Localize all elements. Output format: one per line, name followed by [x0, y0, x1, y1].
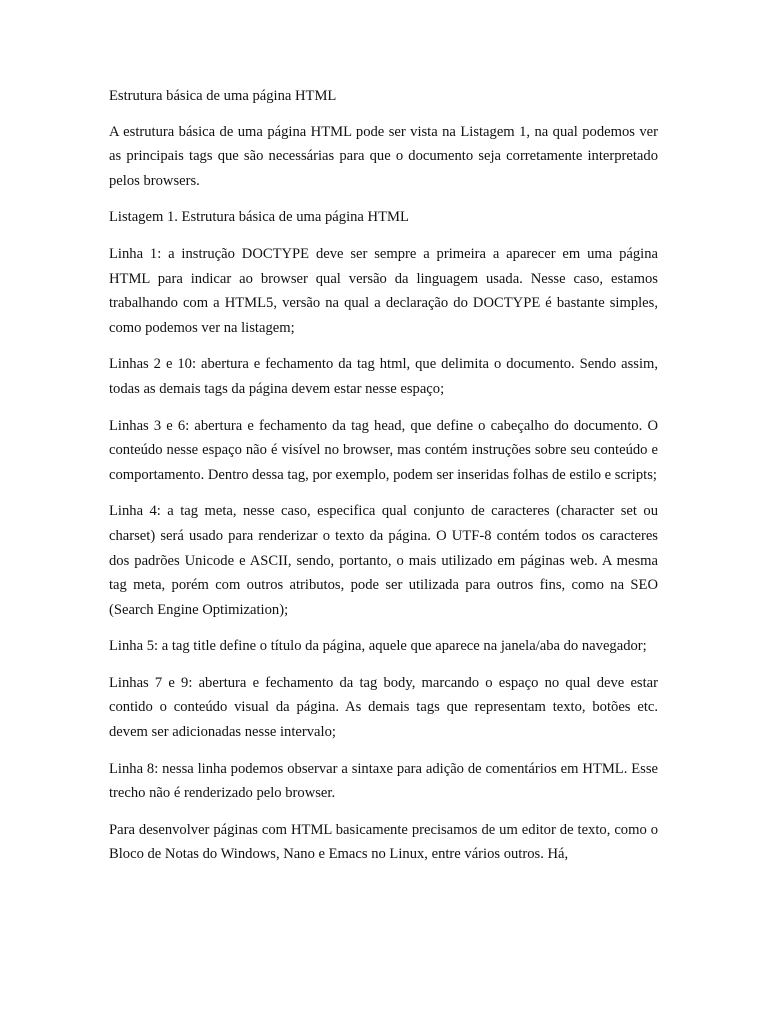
paragraph-editors: Para desenvolver páginas com HTML basicamente precisamos de um editor de texto, como o Bloco de Notas do Windows, Nano e Emacs no Linux, entre vários outros. Há,	[109, 821, 658, 863]
paragraph-line-4: Linha 4: a tag meta, nesse caso, especifica qual conjunto de caracteres (character set ou charset) será usado para renderizar o texto da página. O UTF-8 contém todos os caracteres dos padrões Unicode e ASCII, sendo, portanto, o mais utilizado em páginas web. A mesma tag meta, porém com outros atributos, pode ser utilizada para outros fins, como na SEO (Search Engine Optimization);	[109, 503, 658, 618]
document-title: Estrutura básica de uma página HTML	[109, 88, 337, 104]
paragraph-line-1: Linha 1: a instrução DOCTYPE deve ser sempre a primeira a aparecer em uma página HTML para indicar ao browser qual versão da linguagem usada. Nesse caso, estamos trabalhando com a HTML5, versão na qual a declaração do DOCTYPE é bastante simples, como podemos ver na listagem;	[109, 245, 658, 336]
listing-caption: Listagem 1. Estrutura básica de uma página HTML	[109, 209, 409, 226]
paragraph-lines-3-6: Linhas 3 e 6: abertura e fechamento da tag head, que define o cabeçalho do documento. O conteúdo nesse espaço não é visível no browser, mas contém instruções sobre seu conteúdo e comportamento. Dentro dessa tag, por exemplo, podem ser inseridas folhas de estilo e scripts;	[109, 417, 658, 483]
paragraph-lines-7-9: Linhas 7 e 9: abertura e fechamento da tag body, marcando o espaço no qual deve estar contido o conteúdo visual da página. As demais tags que representam texto, botões etc. devem ser adicionadas nesse intervalo;	[109, 674, 658, 741]
paragraph-line-8: Linha 8: nessa linha podemos observar a sintaxe para adição de comentários em HTML. Esse trecho não é renderizado pelo browser.	[109, 760, 658, 802]
paragraph-lines-2-10: Linhas 2 e 10: abertura e fechamento da tag html, que delimita o documento. Sendo assim, todas as demais tags da página devem estar nesse espaço;	[109, 356, 658, 397]
paragraph-intro: A estrutura básica de uma página HTML pode ser vista na Listagem 1, na qual podemos ver as principais tags que são necessárias para que o documento seja corretamente interpretado pelos browsers.	[109, 123, 658, 189]
document-page	[109, 84, 658, 879]
paragraph-line-5: Linha 5: a tag title define o título da página, aquele que aparece na janela/aba do navegador;	[109, 638, 647, 655]
